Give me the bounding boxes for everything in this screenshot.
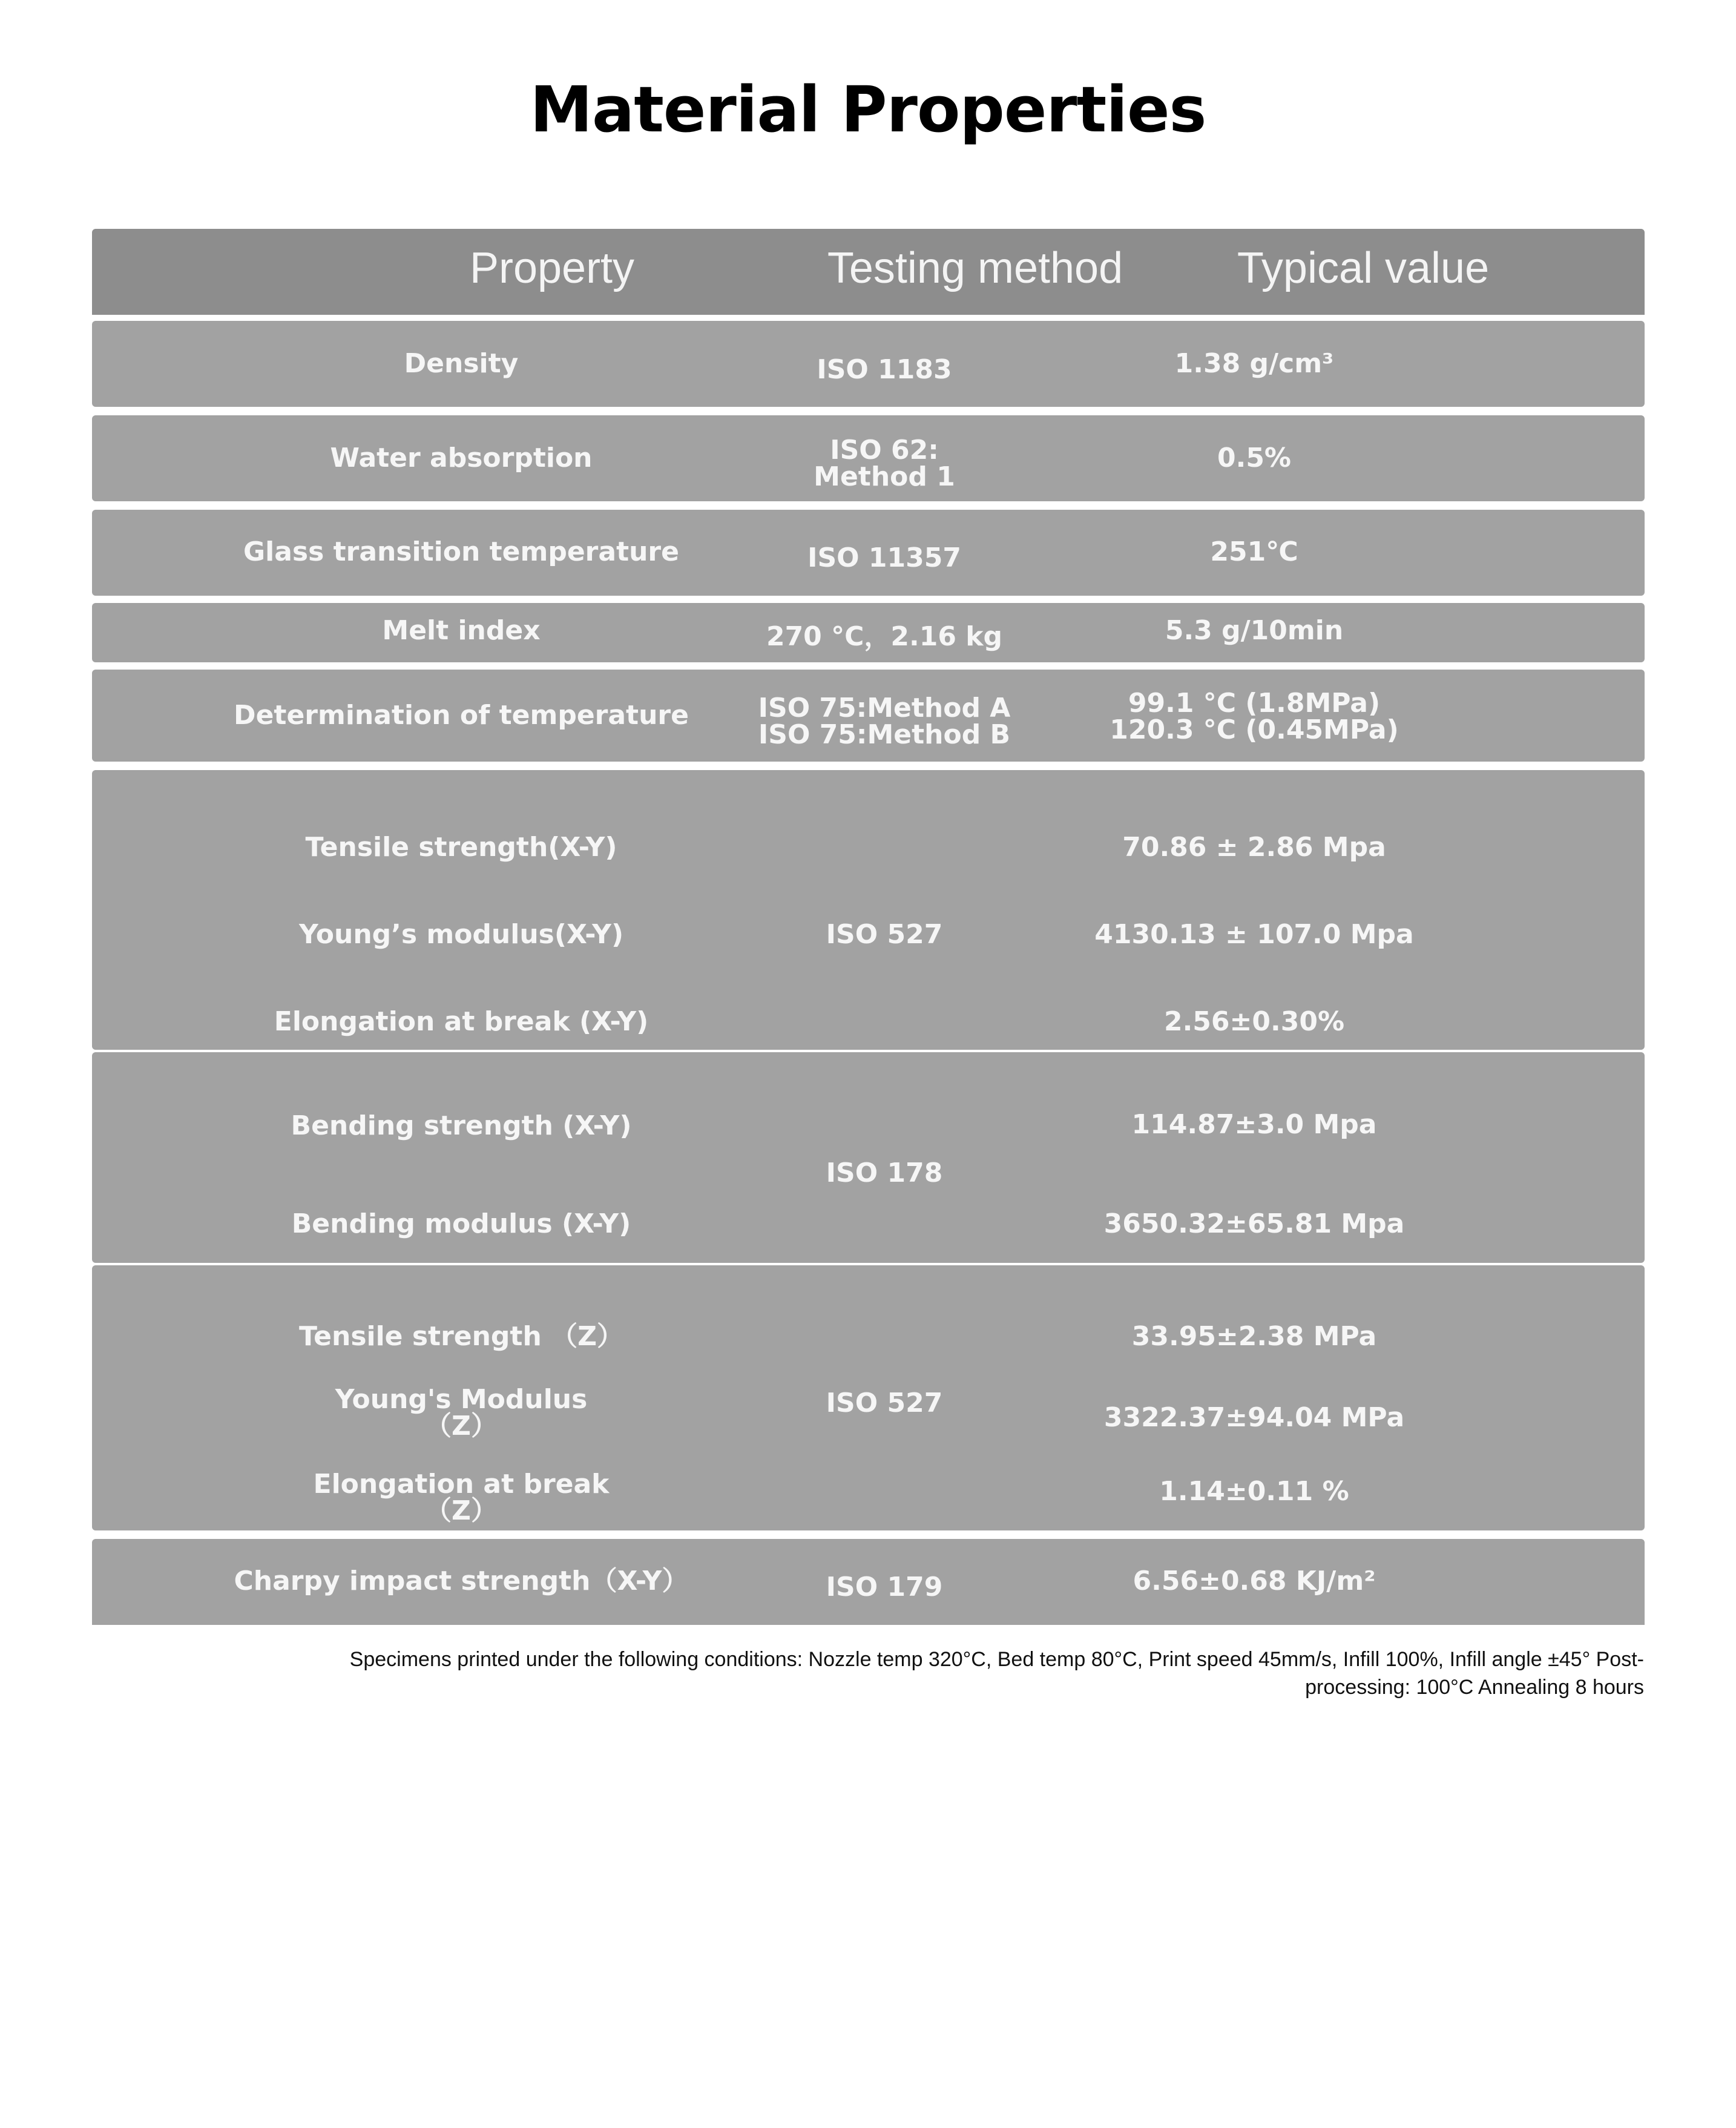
table-header bbox=[92, 229, 1645, 315]
table-row: Bending strength (X-Y) Bending modulus (X-Y) ISO 178 114.87±3.0 Mpa 3650.32±65.81 Mpa bbox=[92, 1052, 1645, 1263]
footnote: Specimens printed under the following conditions: Nozzle temp 320°C, Bed temp 80°C, Print speed 45mm/s, Infill 100%, Infill angle ±45° Post-processing: 100°C Annealing 8 hours bbox=[349, 1648, 1644, 1699]
table-row: Water absorption ISO 62: Method 1 0.5% bbox=[92, 415, 1645, 501]
header-method: Testing method bbox=[827, 244, 1123, 292]
table-row: Melt index 270 °C，2.16 kg 5.3 g/10min bbox=[92, 603, 1645, 662]
table-row: Charpy impact strength（X-Y） ISO 179 6.56±0.68 KJ/m² bbox=[92, 1539, 1645, 1625]
table-row: Determination of temperature ISO 75:Method A ISO 75:Method B 99.1 °C (1.8MPa) 120.3 °C (0.45MPa) bbox=[92, 670, 1645, 762]
table-row: Glass transition temperature ISO 11357 251℃ bbox=[92, 510, 1645, 596]
table-row: Density ISO 1183 1.38 g/cm³ bbox=[92, 321, 1645, 407]
table-row: Tensile strength(X-Y) Young’s modulus(X-Y) Elongation at break (X-Y) ISO 527 70.86 ± 2.86 Mpa 4130.13 ± 107.0 Mpa 2.56±0.30% bbox=[92, 770, 1645, 1050]
header-value: Typical value bbox=[1237, 244, 1490, 292]
header-property: Property bbox=[469, 244, 635, 292]
page-title: Material Properties bbox=[530, 73, 1206, 147]
table-row: Tensile strength （Z） Young's Modulus （Z） Elongation at break （Z） ISO 527 33.95±2.38 MPa 3322.37±94.04 MPa 1.14±0.11 % bbox=[92, 1265, 1645, 1530]
